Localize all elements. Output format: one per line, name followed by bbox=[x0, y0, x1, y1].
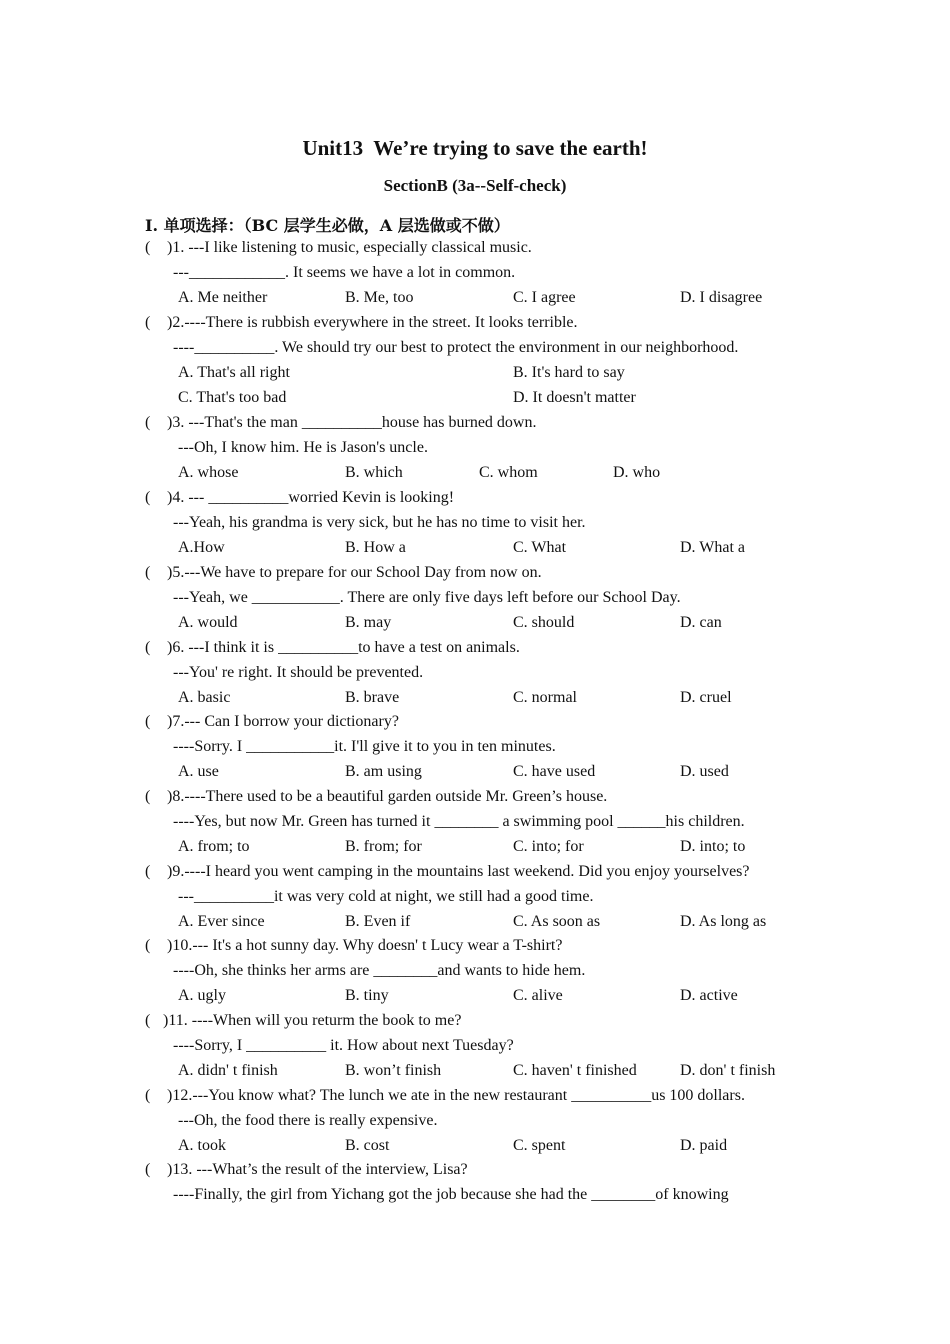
question-9-option-a: A. Ever since bbox=[178, 913, 265, 930]
question-8-option-a: A. from; to bbox=[178, 838, 250, 855]
question-11-option-c: C. haven' t finished bbox=[513, 1062, 637, 1079]
question-12-option-c: C. spent bbox=[513, 1137, 566, 1154]
question-5-response: ---Yeah, we ___________. There are only five days left before our School Day. bbox=[173, 589, 681, 606]
question-7-option-d: D. used bbox=[680, 763, 729, 780]
question-4-option-d: D. What a bbox=[680, 539, 746, 556]
question-13-prompt: )13. ---What’s the result of the interview, Lisa? bbox=[167, 1161, 468, 1178]
answer-bracket: ( bbox=[145, 489, 151, 506]
question-12-option-d: D. paid bbox=[680, 1137, 728, 1154]
answer-bracket: ( bbox=[145, 937, 151, 954]
question-6-response: ---You' re right. It should be prevented. bbox=[173, 664, 424, 681]
section-heading: I. 单项选择：（BC 层学生必做，A 层选做或不做） bbox=[145, 216, 510, 235]
question-10-prompt: )10.--- It's a hot sunny day. Why doesn' t Lucy wear a T-shirt? bbox=[167, 937, 563, 954]
question-4-prompt: )4. --- __________worried Kevin is looking! bbox=[167, 489, 455, 506]
question-3-option-b: B. which bbox=[345, 464, 403, 481]
question-2-prompt: )2.----There is rubbish everywhere in the street. It looks terrible. bbox=[167, 314, 578, 331]
question-8-option-b: B. from; for bbox=[345, 838, 422, 855]
question-9-option-c: C. As soon as bbox=[513, 913, 601, 930]
question-1-option-b: B. Me, too bbox=[345, 289, 414, 306]
question-12-prompt: )12.---You know what? The lunch we ate in the new restaurant __________us 100 dollars. bbox=[167, 1087, 745, 1104]
question-2-option-a: A. That's all right bbox=[178, 364, 290, 381]
question-9-option-b: B. Even if bbox=[345, 913, 411, 930]
answer-bracket: ( bbox=[145, 564, 151, 581]
question-3-response: ---Oh, I know him. He is Jason's uncle. bbox=[178, 439, 428, 456]
question-5-option-a: A. would bbox=[178, 614, 238, 631]
question-6-option-c: C. normal bbox=[513, 689, 577, 706]
question-1-option-a: A. Me neither bbox=[178, 289, 268, 306]
question-7-option-b: B. am using bbox=[345, 763, 422, 780]
question-1-response: ---____________. It seems we have a lot in common. bbox=[173, 264, 516, 281]
question-5-prompt: )5.---We have to prepare for our School Day from now on. bbox=[167, 564, 542, 581]
question-4-response: ---Yeah, his grandma is very sick, but he has no time to visit her. bbox=[173, 514, 586, 531]
question-3-option-a: A. whose bbox=[178, 464, 239, 481]
question-8-option-d: D. into; to bbox=[680, 838, 746, 855]
question-12-response: ---Oh, the food there is really expensive. bbox=[178, 1112, 438, 1129]
question-4-option-a: A.How bbox=[178, 539, 225, 556]
answer-bracket: ( bbox=[145, 788, 151, 805]
question-10-option-b: B. tiny bbox=[345, 987, 389, 1004]
question-8-option-c: C. into; for bbox=[513, 838, 584, 855]
question-9-option-d: D. As long as bbox=[680, 913, 767, 930]
question-5-option-b: B. may bbox=[345, 614, 392, 631]
question-1-option-d: D. I disagree bbox=[680, 289, 763, 306]
answer-bracket: ( bbox=[145, 1012, 151, 1029]
question-3-option-c: C. whom bbox=[479, 464, 538, 481]
question-10-response: ----Oh, she thinks her arms are ________and wants to hide hem. bbox=[173, 962, 586, 979]
question-6-option-a: A. basic bbox=[178, 689, 231, 706]
question-2-option-d: D. It doesn't matter bbox=[513, 389, 636, 406]
question-8-response: ----Yes, but now Mr. Green has turned it ________ a swimming pool ______his children. bbox=[173, 813, 745, 830]
question-5-option-c: C. should bbox=[513, 614, 575, 631]
answer-bracket: ( bbox=[145, 639, 151, 656]
question-3-prompt: )3. ---That's the man __________house has burned down. bbox=[167, 414, 537, 431]
answer-bracket: ( bbox=[145, 1087, 151, 1104]
question-1-prompt: )1. ---I like listening to music, especially classical music. bbox=[167, 239, 532, 256]
question-11-option-a: A. didn' t finish bbox=[178, 1062, 278, 1079]
question-9-response: ---__________it was very cold at night, we still had a good time. bbox=[178, 888, 594, 905]
question-6-option-b: B. brave bbox=[345, 689, 400, 706]
question-10-option-d: D. active bbox=[680, 987, 738, 1004]
question-6-prompt: )6. ---I think it is __________to have a test on animals. bbox=[167, 639, 520, 656]
question-4-option-c: C. What bbox=[513, 539, 567, 556]
question-3-option-d: D. who bbox=[613, 464, 661, 481]
question-7-option-c: C. have used bbox=[513, 763, 596, 780]
question-8-prompt: )8.----There used to be a beautiful garden outside Mr. Green’s house. bbox=[167, 788, 608, 805]
question-2-option-b: B. It's hard to say bbox=[513, 364, 625, 381]
answer-bracket: ( bbox=[145, 863, 151, 880]
page-title: Unit13 We’re trying to save the earth! bbox=[302, 136, 648, 160]
question-9-prompt: )9.----I heard you went camping in the mountains last weekend. Did you enjoy yourselves? bbox=[167, 863, 750, 880]
page-subtitle: SectionB (3a--Self-check) bbox=[383, 176, 567, 195]
answer-bracket: ( bbox=[145, 1161, 151, 1178]
question-11-prompt: )11. ----When will you returm the book to me? bbox=[163, 1012, 462, 1029]
question-5-option-d: D. can bbox=[680, 614, 722, 631]
question-7-prompt: )7.--- Can I borrow your dictionary? bbox=[167, 713, 399, 730]
question-12-option-a: A. took bbox=[178, 1137, 226, 1154]
answer-bracket: ( bbox=[145, 713, 151, 730]
question-13-response: ----Finally, the girl from Yichang got the job because she had the ________of knowing bbox=[173, 1186, 729, 1203]
question-7-response: ----Sorry. I ___________it. I'll give it to you in ten minutes. bbox=[173, 738, 556, 755]
question-11-response: ----Sorry, I __________ it. How about next Tuesday? bbox=[173, 1037, 514, 1054]
question-6-option-d: D. cruel bbox=[680, 689, 732, 706]
answer-bracket: ( bbox=[145, 239, 151, 256]
question-11-option-b: B. won’t finish bbox=[345, 1062, 442, 1079]
answer-bracket: ( bbox=[145, 414, 151, 431]
question-1-option-c: C. I agree bbox=[513, 289, 576, 306]
question-2-option-c: C. That's too bad bbox=[178, 389, 287, 406]
question-4-option-b: B. How a bbox=[345, 539, 406, 556]
question-10-option-a: A. ugly bbox=[178, 987, 226, 1004]
question-2-response: ----__________. We should try our best to protect the environment in our neighborhood. bbox=[173, 339, 739, 356]
question-11-option-d: D. don' t finish bbox=[680, 1062, 776, 1079]
question-12-option-b: B. cost bbox=[345, 1137, 390, 1154]
question-7-option-a: A. use bbox=[178, 763, 219, 780]
answer-bracket: ( bbox=[145, 314, 151, 331]
question-10-option-c: C. alive bbox=[513, 987, 563, 1004]
